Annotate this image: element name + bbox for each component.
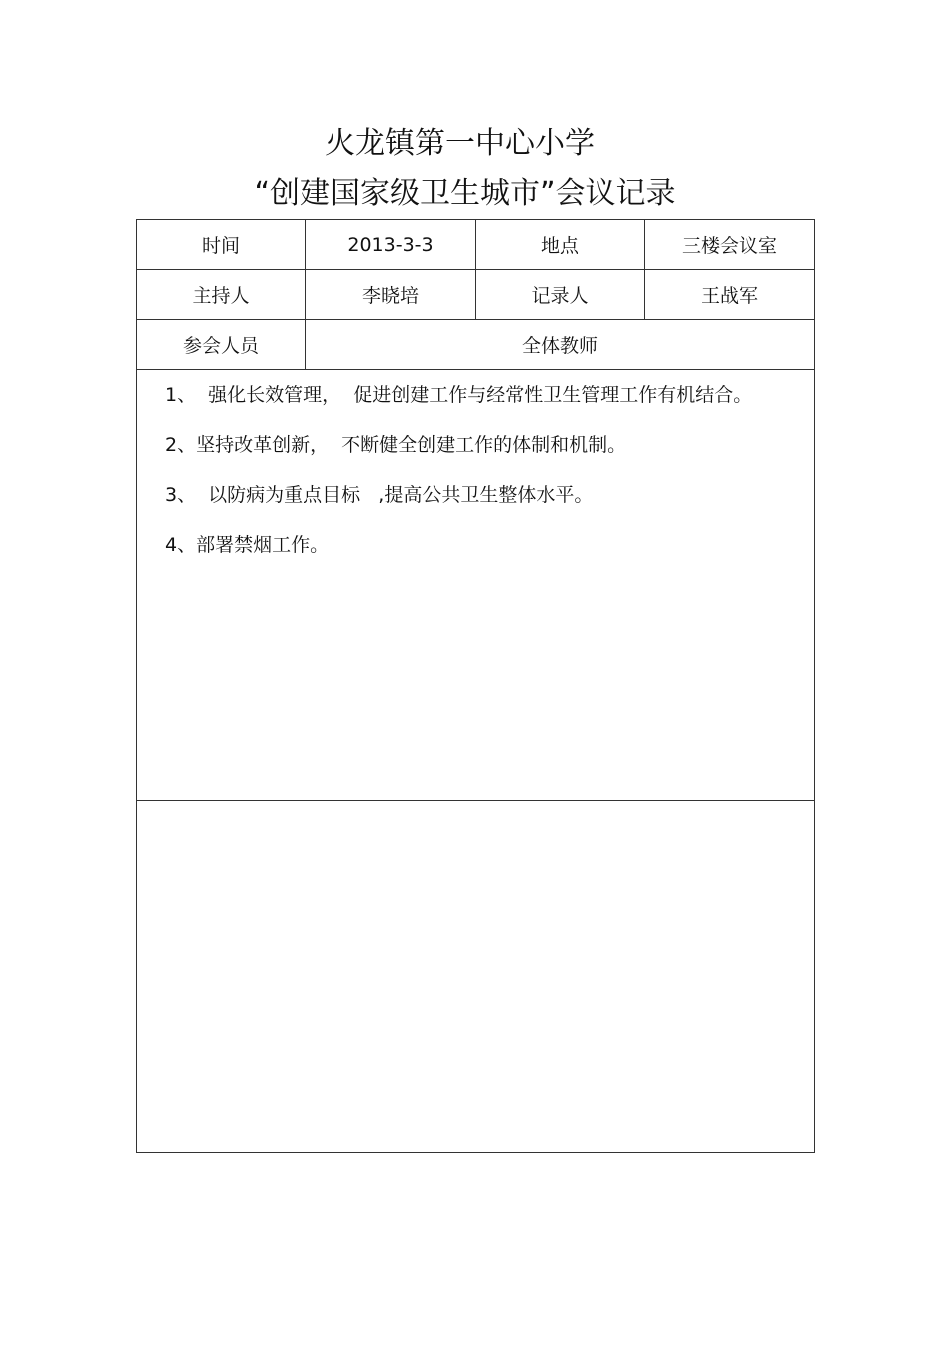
table-row-host-recorder xyxy=(137,270,815,320)
school-name: 火龙镇第一中心小学 xyxy=(325,126,595,161)
meeting-title: “创建国家级卫生城市”会议记录 xyxy=(254,176,676,211)
place-label: 地点 xyxy=(476,220,645,270)
list-item: 2、坚持改革创新， 不断健全创建工作的体制和机制。 xyxy=(165,434,627,456)
table-row-time-place xyxy=(137,220,815,270)
attendees-value: 全体教师 xyxy=(306,320,815,370)
list-item: 3、 以防病为重点目标 ,提高公共卫生整体水平。 xyxy=(165,484,594,506)
recorder-label: 记录人 xyxy=(476,270,645,320)
meeting-record-table xyxy=(136,219,815,1153)
meeting-items-list xyxy=(137,370,814,557)
table-row-attendees xyxy=(137,320,815,370)
time-label: 时间 xyxy=(137,220,306,270)
host-value: 李晓培 xyxy=(306,270,476,320)
host-label: 主持人 xyxy=(137,270,306,320)
recorder-value: 王战军 xyxy=(645,270,815,320)
place-value: 三楼会议室 xyxy=(645,220,815,270)
time-value: 2013-3-3 xyxy=(306,220,476,270)
table-row-blank xyxy=(137,801,815,1153)
list-item: 1、 强化长效管理， 促进创建工作与经常性卫生管理工作有机结合。 xyxy=(165,384,753,406)
table-row-content xyxy=(137,370,815,801)
list-item: 4、部署禁烟工作。 xyxy=(165,534,330,556)
attendees-label: 参会人员 xyxy=(137,320,306,370)
meeting-content-cell xyxy=(137,370,815,801)
blank-cell xyxy=(137,801,815,1153)
